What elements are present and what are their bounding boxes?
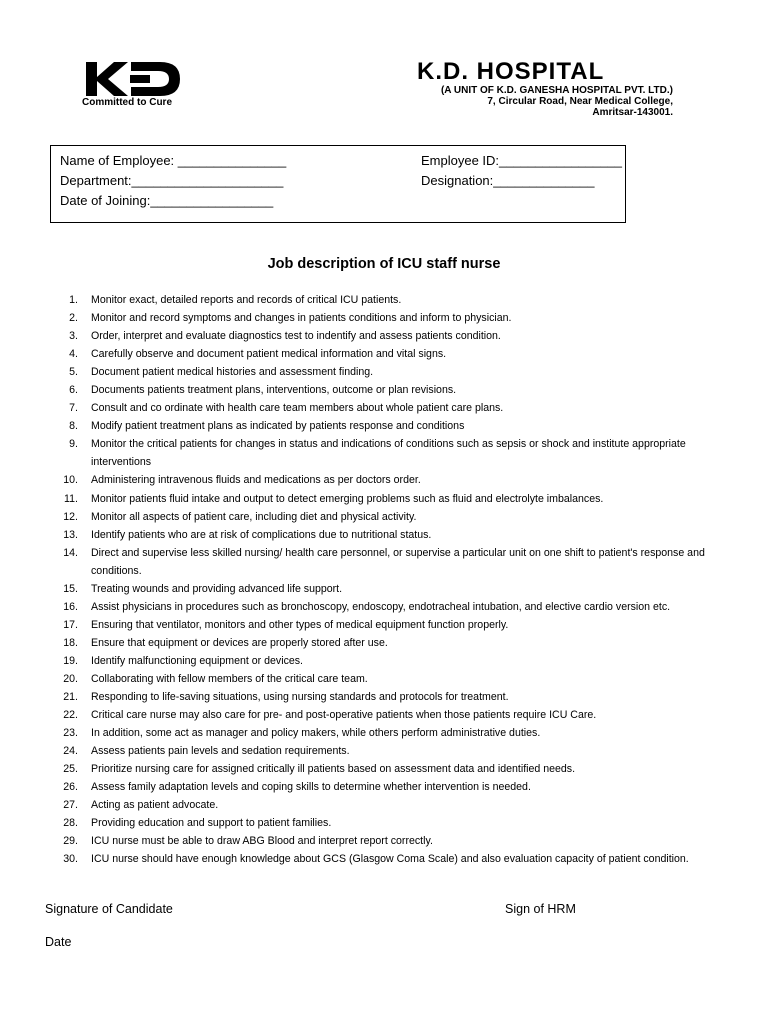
hospital-name: K.D. HOSPITAL — [417, 58, 605, 85]
duty-text: Administering intravenous fluids and medications as per doctors order. — [91, 474, 421, 487]
date-label: Date — [45, 935, 72, 949]
duty-item — [58, 670, 738, 688]
duty-text: Assist physicians in procedures such as bronchoscopy, endoscopy, endotracheal intubation, and elective cardio version etc. — [91, 600, 671, 613]
duty-number: 25. — [63, 763, 78, 776]
duty-item — [58, 634, 738, 652]
duty-text: Prioritize nursing care for assigned critically ill patients based on assessment data and identified needs. — [91, 763, 576, 776]
duty-number: 5. — [69, 366, 78, 379]
duty-number: 6. — [69, 384, 78, 397]
duties-list — [58, 291, 738, 869]
duty-item — [58, 580, 738, 598]
duty-item — [58, 832, 738, 850]
duty-item — [58, 363, 738, 381]
hospital-logo — [80, 62, 190, 112]
duty-item — [58, 291, 738, 309]
duty-number: 9. — [69, 438, 78, 451]
duty-item — [58, 616, 738, 634]
duty-text: In addition, some act as manager and policy makers, while others perform administrative duties. — [91, 727, 541, 740]
duty-number: 23. — [63, 727, 78, 740]
duty-number: 30. — [63, 853, 78, 866]
duty-text: Treating wounds and providing advanced life support. — [91, 582, 343, 595]
duty-number: 1. — [69, 294, 78, 306]
duty-item — [58, 544, 738, 580]
signature-candidate-label: Signature of Candidate — [45, 902, 173, 916]
duty-item — [58, 778, 738, 796]
duty-text: Ensure that equipment or devices are properly stored after use. — [91, 636, 388, 649]
duty-item — [58, 796, 738, 814]
duty-text: Acting as patient advocate. — [91, 799, 219, 812]
duty-item — [58, 724, 738, 742]
duty-number: 27. — [63, 799, 78, 812]
duty-number: 22. — [63, 709, 78, 722]
duty-text: Providing education and support to patient families. — [91, 817, 332, 830]
duty-text: Collaborating with fellow members of the critical care team. — [91, 672, 368, 685]
duty-item — [58, 345, 738, 363]
duty-item — [58, 417, 738, 435]
duty-item — [58, 508, 738, 526]
duty-text: Assess patients pain levels and sedation requirements. — [91, 745, 350, 758]
logo-tagline: Committed to Cure — [82, 97, 172, 108]
duty-text: Identify malfunctioning equipment or devices. — [91, 654, 303, 667]
duty-item — [58, 526, 738, 544]
duty-number: 28. — [63, 817, 78, 830]
duty-item — [58, 688, 738, 706]
address-line-3: Amritsar-143001. — [592, 107, 673, 118]
duty-text: Order, interpret and evaluate diagnostics test to indentify and assess patients condition. — [91, 330, 501, 343]
duty-text: Ensuring that ventilator, monitors and other types of medical equipment function properly. — [91, 618, 509, 631]
duty-text: Direct and supervise less skilled nursing/ health care personnel, or supervise a particular unit on one shift to patient's response and conditions. — [91, 546, 705, 577]
duty-number: 11. — [64, 492, 78, 505]
duty-text: Carefully observe and document patient medical information and vital signs. — [91, 348, 447, 361]
duty-text: Documents patients treatment plans, interventions, outcome or plan revisions. — [91, 384, 457, 397]
address-line-2: 7, Circular Road, Near Medical College, — [487, 96, 673, 107]
duty-number: 24. — [63, 745, 78, 758]
duty-text: Identify patients who are at risk of complications due to nutritional status. — [91, 528, 432, 541]
duty-text: Monitor the critical patients for changes in status and indications of conditions such as sepsis or shock and institute appropriate interventions — [91, 438, 686, 469]
date-of-joining-field[interactable]: Date of Joining:_________________ — [60, 193, 274, 208]
duty-text: Modify patient treatment plans as indicated by patients response and conditions — [91, 420, 465, 433]
employee-id-field[interactable]: Employee ID:_________________ — [421, 153, 622, 168]
duty-number: 26. — [63, 781, 78, 794]
duty-number: 29. — [63, 835, 78, 848]
duty-number: 17. — [63, 618, 78, 631]
duty-item — [58, 309, 738, 327]
duty-text: Assess family adaptation levels and coping skills to determine whether intervention is needed. — [91, 781, 531, 794]
duty-number: 8. — [69, 420, 78, 433]
duty-number: 19. — [63, 654, 78, 667]
document-title: Job description of ICU staff nurse — [267, 256, 501, 272]
duty-item — [58, 760, 738, 778]
department-field[interactable]: Department:_____________________ — [60, 173, 284, 188]
duty-text: Consult and co ordinate with health care team members about whole patient care plans. — [91, 402, 504, 415]
duty-item — [58, 435, 738, 471]
designation-field[interactable]: Designation:______________ — [421, 173, 595, 188]
duty-text: Monitor all aspects of patient care, including diet and physical activity. — [91, 510, 417, 523]
kd-logo-icon — [86, 62, 182, 96]
duty-number: 10. — [63, 474, 78, 487]
duty-text: Monitor exact, detailed reports and records of critical ICU patients. — [91, 294, 402, 306]
duty-item — [58, 706, 738, 724]
duty-item — [58, 399, 738, 417]
duty-item — [58, 850, 738, 868]
duty-text: ICU nurse should have enough knowledge about GCS (Glasgow Coma Scale) and also evaluation capacity of patient condition. — [91, 853, 689, 866]
duty-number: 12. — [63, 510, 78, 523]
employee-name-field[interactable]: Name of Employee: _______________ — [60, 153, 287, 168]
duty-item — [58, 652, 738, 670]
duty-number: 21. — [63, 691, 78, 704]
duty-number: 14. — [63, 546, 78, 559]
duty-text: Monitor patients fluid intake and output to detect emerging problems such as fluid and electrolyte imbalances. — [91, 492, 604, 505]
duty-number: 15. — [63, 582, 78, 595]
duty-number: 2. — [69, 312, 78, 325]
duty-number: 13. — [63, 528, 78, 541]
duty-item — [58, 381, 738, 399]
duty-item — [58, 327, 738, 345]
duty-number: 4. — [69, 348, 78, 361]
duty-item — [58, 814, 738, 832]
duty-text: Monitor and record symptoms and changes in patients conditions and inform to physician. — [91, 312, 512, 325]
duty-item — [58, 742, 738, 760]
address-line-1: (A UNIT OF K.D. GANESHA HOSPITAL PVT. LTD.) — [440, 85, 673, 96]
employee-details-box — [50, 145, 626, 223]
duty-number: 7. — [69, 402, 78, 415]
duty-number: 20. — [63, 672, 78, 685]
duty-text: ICU nurse must be able to draw ABG Blood and interpret report correctly. — [91, 835, 433, 848]
duty-number: 16. — [63, 600, 78, 613]
duty-text: Responding to life-saving situations, using nursing standards and protocols for treatment. — [91, 691, 509, 704]
duty-text: Document patient medical histories and assessment finding. — [91, 366, 374, 379]
duty-item — [58, 598, 738, 616]
duty-item — [58, 490, 738, 508]
duty-text: Critical care nurse may also care for pre- and post-operative patients when those patients require ICU Care. — [91, 709, 597, 722]
duty-item — [58, 471, 738, 489]
duty-number: 18. — [63, 636, 78, 649]
sign-hrm-label: Sign of HRM — [505, 902, 576, 916]
duty-number: 3. — [69, 330, 78, 343]
